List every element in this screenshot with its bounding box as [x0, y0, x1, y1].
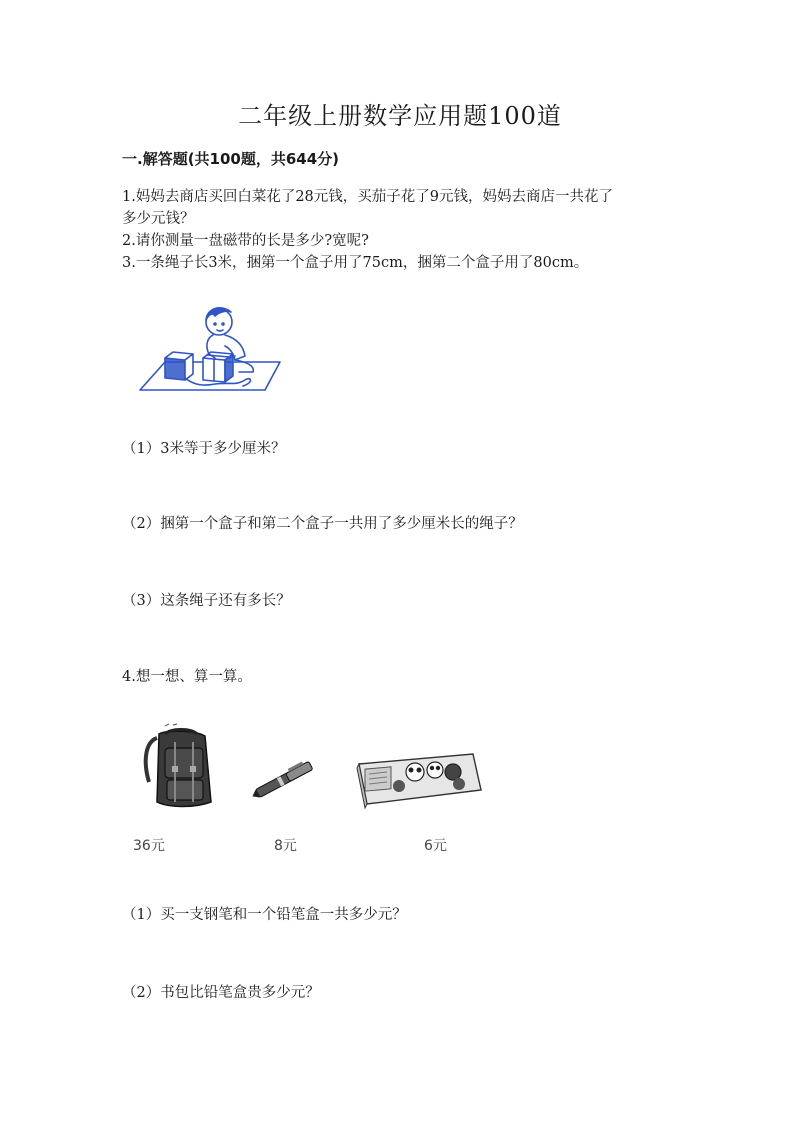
- question-4-part-1: （1）买一支钢笔和一个铅笔盒一共多少元？: [122, 907, 407, 923]
- question-1-line-2: 多少元钱？: [122, 211, 195, 227]
- backpack-price: 36元: [133, 838, 165, 854]
- question-3: 3.一条绳子长3米，捆第一个盒子用了75cm，捆第二个盒子用了80cm。: [122, 255, 589, 271]
- pencil-case-illustration: [355, 750, 485, 810]
- pen-price: 8元: [274, 838, 297, 854]
- question-4: 4.想一想、算一算。: [122, 669, 252, 685]
- pen-illustration: [248, 748, 328, 808]
- question-3-part-1: （1）3米等于多少厘米？: [122, 441, 286, 457]
- backpack-illustration: [135, 722, 225, 812]
- pencil-case-price: 6元: [424, 838, 447, 854]
- section-heading: 一.解答题(共100题，共644分): [122, 150, 340, 168]
- question-4-part-2: （2）书包比铅笔盒贵多少元？: [122, 985, 320, 1001]
- question-1-line-1: 1.妈妈去商店买回白菜花了28元钱，买茄子花了9元钱，妈妈去商店一共花了: [122, 189, 614, 205]
- question-3-part-3: （3）这条绳子还有多长？: [122, 593, 291, 609]
- question-3-part-2: （2）捆第一个盒子和第二个盒子一共用了多少厘米长的绳子？: [122, 516, 523, 532]
- question-2: 2.请你测量一盘磁带的长是多少?宽呢?: [122, 233, 369, 249]
- boy-tying-boxes-illustration: [135, 300, 285, 400]
- page-title: 二年级上册数学应用题100道: [238, 102, 562, 130]
